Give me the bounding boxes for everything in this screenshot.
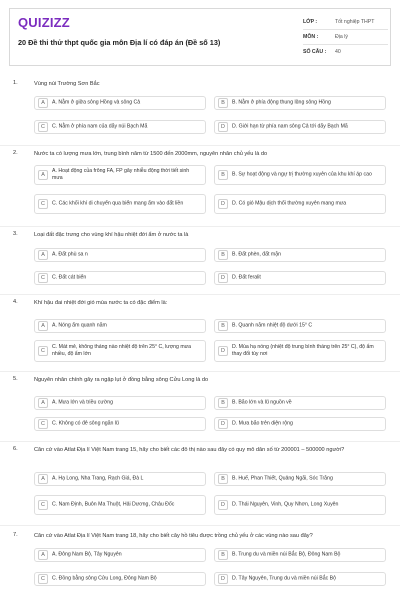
option-letter-box: D	[218, 419, 228, 429]
option-text: A. Hoạt động của frông FA, FP gây nhiễu động thời tiết sinh mưa	[52, 168, 190, 181]
option-b[interactable]	[214, 396, 386, 410]
option-letter-box: D	[218, 273, 228, 283]
option-text: D. Mưa bão trên diện rộng	[232, 420, 293, 427]
option-letter-box: D	[218, 346, 228, 356]
option-a[interactable]	[34, 165, 206, 185]
option-a[interactable]	[34, 319, 206, 333]
option-text: D. Có gió Mậu dịch thổi thường xuyên mang mưa	[232, 200, 347, 207]
meta-row-class	[303, 15, 388, 30]
option-c[interactable]	[34, 120, 206, 134]
option-text: C. Các khối khí di chuyển qua biển mang ẩm vào đất liền	[52, 200, 184, 207]
option-d[interactable]	[214, 340, 386, 362]
option-letter-box: A	[38, 321, 48, 331]
meta-label: MÔN :	[303, 34, 319, 40]
option-b[interactable]	[214, 248, 386, 262]
option-d[interactable]	[214, 417, 386, 431]
option-letter-box: C	[38, 199, 48, 209]
option-letter-box: C	[38, 419, 48, 429]
option-c[interactable]	[34, 495, 206, 515]
question-number: 2.	[13, 150, 18, 156]
option-d[interactable]	[214, 120, 386, 134]
option-letter-box: B	[218, 98, 228, 108]
option-text: A. Nằm ở giữa sông Hồng và sông Cả	[52, 99, 141, 106]
option-a[interactable]	[34, 472, 206, 486]
option-a[interactable]	[34, 396, 206, 410]
option-b[interactable]	[214, 472, 386, 486]
option-b[interactable]	[214, 319, 386, 333]
question-text: Căn cứ vào Atlat Địa lí Việt Nam trang 18, hãy cho biết cây hồ tiêu được trồng chủ yếu ở các vùng nào sau đây?	[34, 533, 313, 539]
question-divider	[0, 371, 400, 372]
meta-value: Tốt nghiệp THPT	[335, 19, 375, 25]
option-letter-box: A	[38, 550, 48, 560]
option-letter-box: B	[218, 398, 228, 408]
option-text: D. Thái Nguyên, Vinh, Quy Nhơn, Long Xuyên	[232, 501, 339, 508]
option-letter-box: B	[218, 474, 228, 484]
question-text: Nước ta có lượng mưa lớn, trung bình năm từ 1500 đến 2000mm, nguyên nhân chủ yếu là do	[34, 151, 268, 157]
question-divider	[0, 145, 400, 146]
option-text: C. Đất cát biển	[52, 274, 87, 281]
option-a[interactable]	[34, 96, 206, 110]
option-letter-box: A	[38, 250, 48, 260]
option-text: A. Hạ Long, Nha Trang, Rạch Giá, Đà L	[52, 475, 144, 482]
option-c[interactable]	[34, 271, 206, 285]
option-d[interactable]	[214, 271, 386, 285]
meta-label: LỚP :	[303, 19, 318, 25]
option-letter-box: A	[38, 474, 48, 484]
meta-row-count	[303, 45, 388, 59]
option-text: C. Đồng bằng sông Cửu Long, Đông Nam Bộ	[52, 575, 157, 582]
option-letter-box: D	[218, 574, 228, 584]
option-letter-box: A	[38, 98, 48, 108]
option-letter-box: B	[218, 321, 228, 331]
meta-value: Địa lý	[335, 34, 348, 40]
option-text: C. Không có đê sông ngăn lũ	[52, 420, 119, 427]
question-divider	[0, 525, 400, 526]
option-text: B. Sự hoạt động và ngự trị thường xuyên của khu khí áp cao	[232, 171, 372, 178]
question-text: Loại đất đặc trưng cho vùng khí hậu nhiệt đới ẩm ở nước ta là	[34, 232, 189, 238]
option-letter-box: C	[38, 273, 48, 283]
option-letter-box: C	[38, 574, 48, 584]
option-a[interactable]	[34, 248, 206, 262]
option-text: C. Mát mẻ, không tháng nào nhiệt độ trên 25° C, lượng mưa nhiều, độ ẩm lớn	[52, 344, 192, 357]
option-a[interactable]	[34, 548, 206, 562]
option-text: A. Đông Nam Bộ, Tây Nguyên	[52, 551, 122, 558]
option-d[interactable]	[214, 495, 386, 515]
option-text: A. Nóng ẩm quanh năm	[52, 322, 107, 329]
option-c[interactable]	[34, 340, 206, 362]
option-d[interactable]	[214, 194, 386, 214]
option-letter-box: A	[38, 170, 48, 180]
worksheet-meta	[303, 15, 388, 59]
question-divider	[0, 441, 400, 442]
option-text: D. Tây Nguyên, Trung du và miền núi Bắc Bộ	[232, 575, 336, 582]
option-c[interactable]	[34, 194, 206, 214]
meta-label: SỐ CÂU :	[303, 49, 327, 55]
quizizz-logo: QUIZIZZ	[18, 15, 70, 30]
option-c[interactable]	[34, 572, 206, 586]
option-d[interactable]	[214, 572, 386, 586]
option-letter-box: C	[38, 346, 48, 356]
option-text: B. Trung du và miền núi Bắc Bộ, Đông Nam Bộ	[232, 551, 341, 558]
meta-row-subject	[303, 30, 388, 45]
worksheet-title: 20 Đề thi thử thpt quốc gia môn Địa lí có đáp án (Đề số 13)	[18, 38, 221, 47]
option-b[interactable]	[214, 548, 386, 562]
question-text: Nguyên nhân chính gây ra ngập lụt ở đồng bằng sông Cửu Long là do	[34, 377, 209, 383]
option-text: B. Nằm ở phía động thung lũng sông Hồng	[232, 99, 331, 106]
option-letter-box: B	[218, 250, 228, 260]
question-text: Căn cứ vào Atlat Địa lí Việt Nam trang 15, hãy cho biết các đô thị nào sau đây có quy mô dân số từ 200001 – 500000 người?	[34, 447, 345, 453]
option-text: D. Giới hạn từ phía nam sông Cả tới dãy Bạch Mã	[232, 123, 348, 130]
option-letter-box: D	[218, 122, 228, 132]
option-letter-box: B	[218, 550, 228, 560]
option-letter-box: B	[218, 170, 228, 180]
option-text: A. Mưa lớn và triều cường	[52, 399, 114, 406]
question-divider	[0, 294, 400, 295]
option-letter-box: C	[38, 500, 48, 510]
option-text: B. Đất phèn, đất mặn	[232, 251, 282, 258]
question-number: 4.	[13, 299, 18, 305]
option-text: B. Quanh năm nhiệt độ dưới 15° C	[232, 322, 313, 329]
option-letter-box: D	[218, 500, 228, 510]
question-divider	[0, 226, 400, 227]
question-number: 7.	[13, 532, 18, 538]
option-b[interactable]	[214, 96, 386, 110]
option-c[interactable]	[34, 417, 206, 431]
option-text: A. Đất phù sa n	[52, 251, 88, 258]
option-text: D. Đất feralit	[232, 274, 261, 281]
option-text: B. Huế, Phan Thiết, Quảng Ngãi, Sóc Trăng	[232, 475, 333, 482]
question-number: 1.	[13, 80, 18, 86]
meta-value: 40	[335, 49, 341, 55]
option-text: B. Bão lớn và lũ nguồn về	[232, 399, 292, 406]
question-text: Vùng núi Trường Sơn Bắc	[34, 81, 100, 87]
option-letter-box: D	[218, 199, 228, 209]
option-letter-box: A	[38, 398, 48, 408]
question-number: 3.	[13, 231, 18, 237]
question-text: Khí hậu đai nhiệt đới gió mùa nước ta có đặc điểm là:	[34, 300, 168, 306]
option-b[interactable]	[214, 165, 386, 185]
option-text: C. Nam Định, Buôn Ma Thuột, Hải Dương, Châu Đốc	[52, 501, 175, 508]
option-text: C. Nằm ở phía nam của dãy núi Bạch Mã	[52, 123, 148, 130]
worksheet-header	[9, 8, 391, 66]
question-number: 6.	[13, 446, 18, 452]
option-letter-box: C	[38, 122, 48, 132]
option-text: D. Mùa hạ nóng (nhiệt độ trung bình tháng trên 25° C), độ ẩm thay đổi tùy nơi	[232, 344, 374, 357]
question-number: 5.	[13, 376, 18, 382]
